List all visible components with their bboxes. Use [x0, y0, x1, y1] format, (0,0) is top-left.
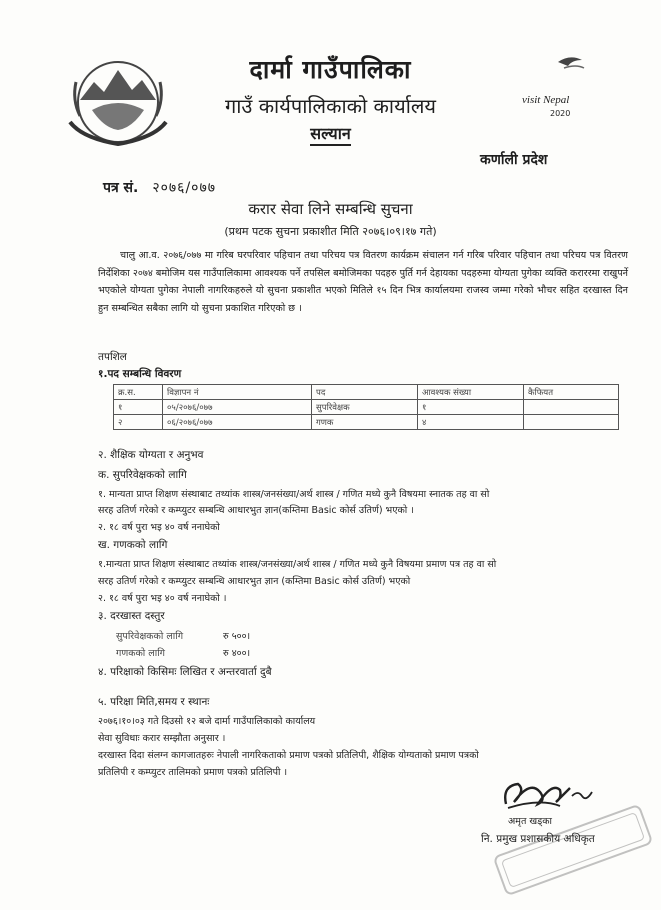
table-cell: १ [418, 400, 524, 415]
table-row [114, 415, 619, 430]
table-header-cell: आवश्यक संख्या [418, 385, 524, 400]
visit-nepal-year: 2020 [550, 109, 571, 118]
supervisor-heading: क. सुपरिवेक्षकको लागि [98, 469, 187, 481]
table-cell: सुपरिवेक्षक [312, 400, 418, 415]
supervisor-age: २. १८ वर्ष पुरा भइ ४० वर्ष ननाघेको [98, 522, 220, 533]
publication-date: (प्रथम पटक सुचना प्रकाशीत मिति २०७६।०९।१७ गते) [224, 225, 437, 238]
service-facility: सेवा सुविधाः करार सम्झौता अनुसार । [98, 733, 226, 744]
supervisor-qualification-2: सरह उतिर्ण गरेको र कम्प्युटर सम्बन्धि आधारभुत ज्ञान(कम्तिमा Basic कोर्स उतिर्ण) भएको । [98, 505, 414, 516]
table-header-cell: पद [312, 385, 418, 400]
table-header-cell: विज्ञापन नं [163, 385, 312, 400]
table-header-row [114, 385, 619, 400]
municipality-title: दार्मा गाउँपालिका [249, 55, 412, 84]
tapsil-heading: तपशिल [98, 351, 127, 363]
required-documents-1: दरखास्त दिदा संलग्न कागजातहरुः नेपाली नागरिकताको प्रमाण पत्रको प्रतिलिपी, शैक्षिक योग्यताको प्रमाण पत्रको [98, 750, 479, 761]
table-cell [524, 415, 619, 430]
enumerator-heading: ख. गणकको लागि [98, 539, 168, 551]
fee-enumerator-amount: रु ४००। [223, 648, 251, 659]
table-cell: २ [114, 415, 163, 430]
table-cell: ०५/२०७६/०७७ [163, 400, 312, 415]
district-name [0, 122, 661, 144]
supervisor-qualification-1: १. मान्यता प्राप्त शिक्षण संस्थाबाट तथ्यांक शास्त्र/जनसंख्या/अर्थ शास्त्र / गणित मध्ये कुनै विषयमा स्नातक तह वा सो [98, 489, 490, 500]
enumerator-qualification-1: १.मान्यता प्राप्त शिक्षण संस्थाबाट तथ्यांक शास्त्र/जनसंख्या/अर्थ शास्त्र / गणित मध्ये कुनै विषयमा प्रमाण पत्र तह वा सो [98, 559, 497, 570]
table-row [114, 400, 619, 415]
table-header-cell: कैफियत [524, 385, 619, 400]
province-name: कर्णाली प्रदेश [480, 152, 548, 168]
table-cell: ४ [418, 415, 524, 430]
notice-subject: करार सेवा लिने सम्बन्धि सुचना [248, 200, 413, 218]
post-details-table [113, 384, 619, 430]
table-cell: ०६/२०७६/०७७ [163, 415, 312, 430]
exam-datetime: २०७६।१०।०३ गते दिउसो १२ बजे दार्मा गाउँपालिकाको कार्यालय [98, 716, 316, 727]
ref-label: पत्र सं. [103, 180, 139, 196]
table-header-cell: क्र.स. [114, 385, 163, 400]
fee-supervisor-label: सुपरिवेक्षकको लागि [116, 631, 184, 642]
table-cell: १ [114, 400, 163, 415]
table-cell [524, 400, 619, 415]
section5-title: ५. परिक्षा मिति,समय र स्थानः [98, 696, 210, 708]
enumerator-age: २. १८ वर्ष पुरा भइ ४० वर्ष ननाघेको । [98, 593, 227, 604]
exam-type: ४. परिक्षाको किसिमः लिखित र अन्तरवार्ता दुबै [98, 666, 272, 678]
enumerator-qualification-2: सरह उतिर्ण गरेको र कम्प्युटर सम्बन्धि आधारभुत ज्ञान (कम्तिमा Basic कोर्स उतिर्ण) भएको [98, 576, 411, 587]
table-cell: गणक [312, 415, 418, 430]
section1-title: १.पद सम्बन्धि विवरण [98, 368, 182, 380]
fee-enumerator-label: गणकको लागि [116, 648, 165, 659]
fee-supervisor-amount: रु ५००। [223, 631, 251, 642]
notice-paragraph: चालु आ.व. २०७६/०७७ मा गरिब घरपरिवार पहिचान तथा परिचय पत्र वितरण कार्यक्रम संचालन गर्न गरिब परिवार पहिचान तथा परिचय पत्र वितरण निर्देशिका २०७४ बमोजिम यस गाउँपालिकामा आवश्यक पर्ने तपसिल बमोजिमका पदहरु पुर्ति गर्न देहायका पदहरुमा योग्यता पुगेका व्यक्ति कराररमा राखुपर्ने भएकोले योग्यता पुगेका नेपाली नागरिकहरुले यो सुचना प्रकाशीत भएको मितिले १५ दिन भित्र कार्यालयमा राजस्व जम्मा गरेको भौचर सहित दरखास्त दिन हुन सम्बन्धित सबैका लागि यो सुचना प्रकाशित गरिएको छ । [98, 250, 628, 314]
visit-nepal-text: visit Nepal [522, 94, 570, 106]
section2-title: २. शैक्षिक योग्यता र अनुभव [98, 449, 204, 461]
required-documents-2: प्रतिलिपी र कम्प्युटर तालिमको प्रमाण पत्रको प्रतिलिपी । [98, 767, 288, 778]
section3-title: ३. दरखास्त दस्तुर [98, 610, 165, 622]
signatory-name: अमृत खड्का [508, 816, 552, 827]
signatory-designation: नि. प्रमुख प्रशासकीय अधिकृत [481, 833, 595, 845]
district-label: सल्यान [310, 124, 350, 146]
ref-number: २०७६/०७७ [152, 180, 217, 196]
office-name: गाउँ कार्यपालिकाको कार्यालय [224, 94, 437, 118]
reference-number [103, 178, 216, 197]
